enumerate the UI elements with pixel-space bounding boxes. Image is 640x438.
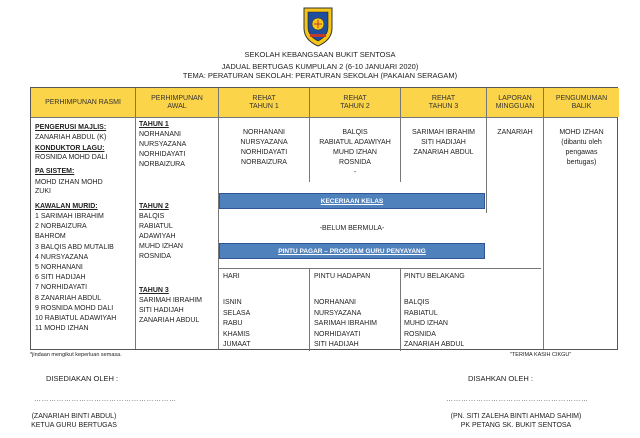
header-rehat-tahun-3: REHAT TAHUN 3 [401, 88, 486, 117]
pengumuman-item: pengawas [565, 149, 598, 156]
rehat-tahun-2-item: ROSNIDA [339, 159, 371, 166]
rehat-tahun-1-item: NORBAIZURA [241, 159, 287, 166]
kawalan-murid-item: 2 NORBAIZURA [35, 223, 87, 231]
school-name: SEKOLAH KEBANGSAAN BUKIT SENTOSA [244, 50, 396, 59]
hari-label: HARI [223, 273, 240, 280]
pintu-hadapan-item: SARIMAH IBRAHIM [314, 320, 378, 327]
header-perhimpunan-rasmi: PERHIMPUNAN RASMI [31, 88, 135, 117]
kawalan-murid-item: 8 ZANARIAH ABDUL [35, 294, 102, 302]
school-crest-logo [300, 4, 336, 48]
laporan-name: ZANARIAH [497, 129, 533, 136]
kawalan-murid-item: 5 NORHANANI [35, 264, 83, 271]
awal-tahun-2-item: ROSNIDA [139, 253, 171, 260]
pintu-hadapan-item: NORHANANI [314, 299, 357, 306]
hari-item: KHAMIS [223, 330, 250, 338]
prepared-by-signatory [24, 412, 124, 430]
awal-tahun-3-item: ZANARIAH ABDUL [139, 317, 200, 324]
awal-tahun-1-item: NORHANANI [139, 131, 182, 138]
konduktor-label: KONDUKTOR LAGU: [35, 145, 105, 152]
header-rehat-tahun-2: REHAT TAHUN 2 [310, 88, 400, 117]
pintu-belakang-item: BALQIS [404, 299, 430, 306]
rehat-tahun-3-item: ZANARIAH ABDUL [413, 149, 474, 156]
kawalan-murid-item: 1 SARIMAH IBRAHIM [35, 213, 104, 220]
approved-by-title: PK PETANG SK. BUKIT SENTOSA [460, 422, 572, 429]
awal-tahun-3-label: TAHUN 3 [139, 287, 169, 294]
hari-item: SELASA [223, 309, 251, 317]
header-rehat-tahun-1: REHAT TAHUN 1 [219, 88, 309, 117]
rehat-tahun-3-item: SARIMAH IBRAHIM [411, 129, 475, 136]
rehat-tahun-2-item: RABIATUL ADAWIYAH [319, 139, 391, 146]
kawalan-murid-item: 4 NURSYAZANA [35, 253, 89, 261]
pintu-pagar-band: PINTU PAGAR – PROGRAM GURU PENYAYANG [219, 243, 485, 259]
rehat-tahun-1-item: NURSYAZANA [240, 139, 288, 146]
keceriaan-status: -BELUM BERMULA- [319, 225, 385, 232]
footnote-right: "TERIMA KASIH CIKGU" [510, 352, 572, 358]
theme-title: TEMA: PERATURAN SEKOLAH: PERATURAN SEKOLAH (PAKAIAN SERAGAM) [182, 71, 458, 80]
approved-by-label: DISAHKAN OLEH : [468, 374, 534, 383]
approved-by-name: (PN. SITI ZALEHA BINTI AHMAD SAHIM) [450, 413, 582, 420]
hari-item: ISNIN [223, 299, 242, 306]
awal-tahun-2-item: ADAWIYAH [139, 233, 176, 240]
kawalan-murid-item: BAHROM [35, 233, 66, 241]
awal-tahun-2-item: BALQIS [139, 213, 165, 220]
pa-sistem-label: PA SISTEM: [35, 168, 75, 175]
awal-tahun-1-item: NORBAIZURA [139, 161, 185, 168]
prepared-by-label: DISEDIAKAN OLEH : [46, 374, 119, 383]
rehat-tahun-2-item: BALQIS [342, 129, 368, 136]
pengumuman-item: (dibantu oleh [561, 139, 602, 146]
pa-sistem-name-1: MOHD IZHAN MOHD [35, 179, 103, 186]
pengerusi-name: ZANARIAH ABDUL (K) [35, 134, 107, 141]
header-pengumuman-balik: PENGUMUMAN BALIK [544, 88, 619, 117]
awal-tahun-2-item: RABIATUL [139, 223, 173, 230]
header-perhimpunan-awal: PERHIMPUNAN AWAL [136, 88, 218, 117]
pintu-belakang-item: ZANARIAH ABDUL [404, 341, 465, 348]
pengerusi-label: PENGERUSI MAJLIS: [35, 124, 107, 131]
awal-tahun-3-item: SITI HADIJAH [139, 307, 184, 314]
kawalan-murid-item: 3 BALQIS ABD MUTALIB [35, 243, 114, 251]
pintu-hadapan-item: SITI HADIJAH [314, 341, 359, 348]
awal-tahun-2-label: TAHUN 2 [139, 203, 169, 210]
prepared-by-name: (ZANARIAH BINTI ABDUL) [31, 413, 117, 420]
awal-tahun-1-label: TAHUN 1 [139, 121, 169, 128]
kawalan-murid-label: KAWALAN MURID: [35, 203, 98, 210]
hari-item: JUMAAT [223, 341, 251, 348]
kawalan-murid-item: 7 NORHIDAYATI [35, 284, 88, 292]
pintu-belakang-item: ROSNIDA [404, 330, 436, 338]
pengumuman-item: bertugas) [566, 159, 597, 166]
footnote-left: *jindaan mengikut keperluan semasa. [30, 352, 122, 358]
rehat-tahun-2-item: - [353, 169, 357, 176]
header-laporan-mingguan: LAPORAN MINGGUAN [487, 88, 543, 117]
awal-tahun-2-item: MUHD IZHAN [139, 243, 183, 250]
rehat-tahun-1-item: NORHANANI [242, 129, 285, 136]
hari-item: RABU [223, 320, 243, 327]
rehat-tahun-3-item: SITI HADIJAH [421, 139, 466, 146]
pintu-belakang-item: RABIATUL [404, 309, 438, 317]
awal-tahun-3-item: SARIMAH IBRAHIM [139, 297, 203, 304]
pa-sistem-name-2: ZUKI [35, 188, 51, 195]
konduktor-name: ROSNIDA MOHD DALI [35, 154, 108, 161]
duty-table [30, 87, 618, 350]
kawalan-murid-item: 10 RABIATUL ADAWIYAH [35, 315, 117, 322]
signature-line-right: ………………………………………………… [446, 396, 589, 403]
prepared-by-title: KETUA GURU BERTUGAS [31, 422, 117, 429]
rehat-tahun-1-item: NORHIDAYATI [240, 149, 288, 156]
rehat-tahun-2-item: MUHD IZHAN [333, 149, 377, 156]
kawalan-murid-item: 6 SITI HADIJAH [35, 274, 86, 282]
kawalan-murid-item: 11 MOHD IZHAN [35, 325, 89, 333]
awal-tahun-1-item: NURSYAZANA [139, 141, 187, 148]
signature-line-left: ………………………………………………… [34, 396, 177, 403]
kawalan-murid-item: 9 ROSNIDA MOHD DALI [35, 304, 114, 312]
pintu-hadapan-item: NURSYAZANA [314, 309, 362, 317]
pintu-belakang-item: MUHD IZHAN [404, 320, 448, 327]
awal-tahun-1-item: NORHIDAYATI [139, 151, 186, 158]
pintu-hadapan-item: NORHIDAYATI [314, 330, 361, 338]
pintu-belakang-label: PINTU BELAKANG [404, 273, 465, 280]
pengumuman-item: MOHD IZHAN [559, 129, 604, 136]
keceriaan-kelas-band: KECERIAAN KELAS [219, 193, 485, 209]
pintu-hadapan-label: PINTU HADAPAN [314, 273, 371, 280]
approved-by-signatory [436, 412, 596, 430]
schedule-title: JADUAL BERTUGAS KUMPULAN 2 (6-10 JANUARI 2020) [221, 62, 419, 71]
